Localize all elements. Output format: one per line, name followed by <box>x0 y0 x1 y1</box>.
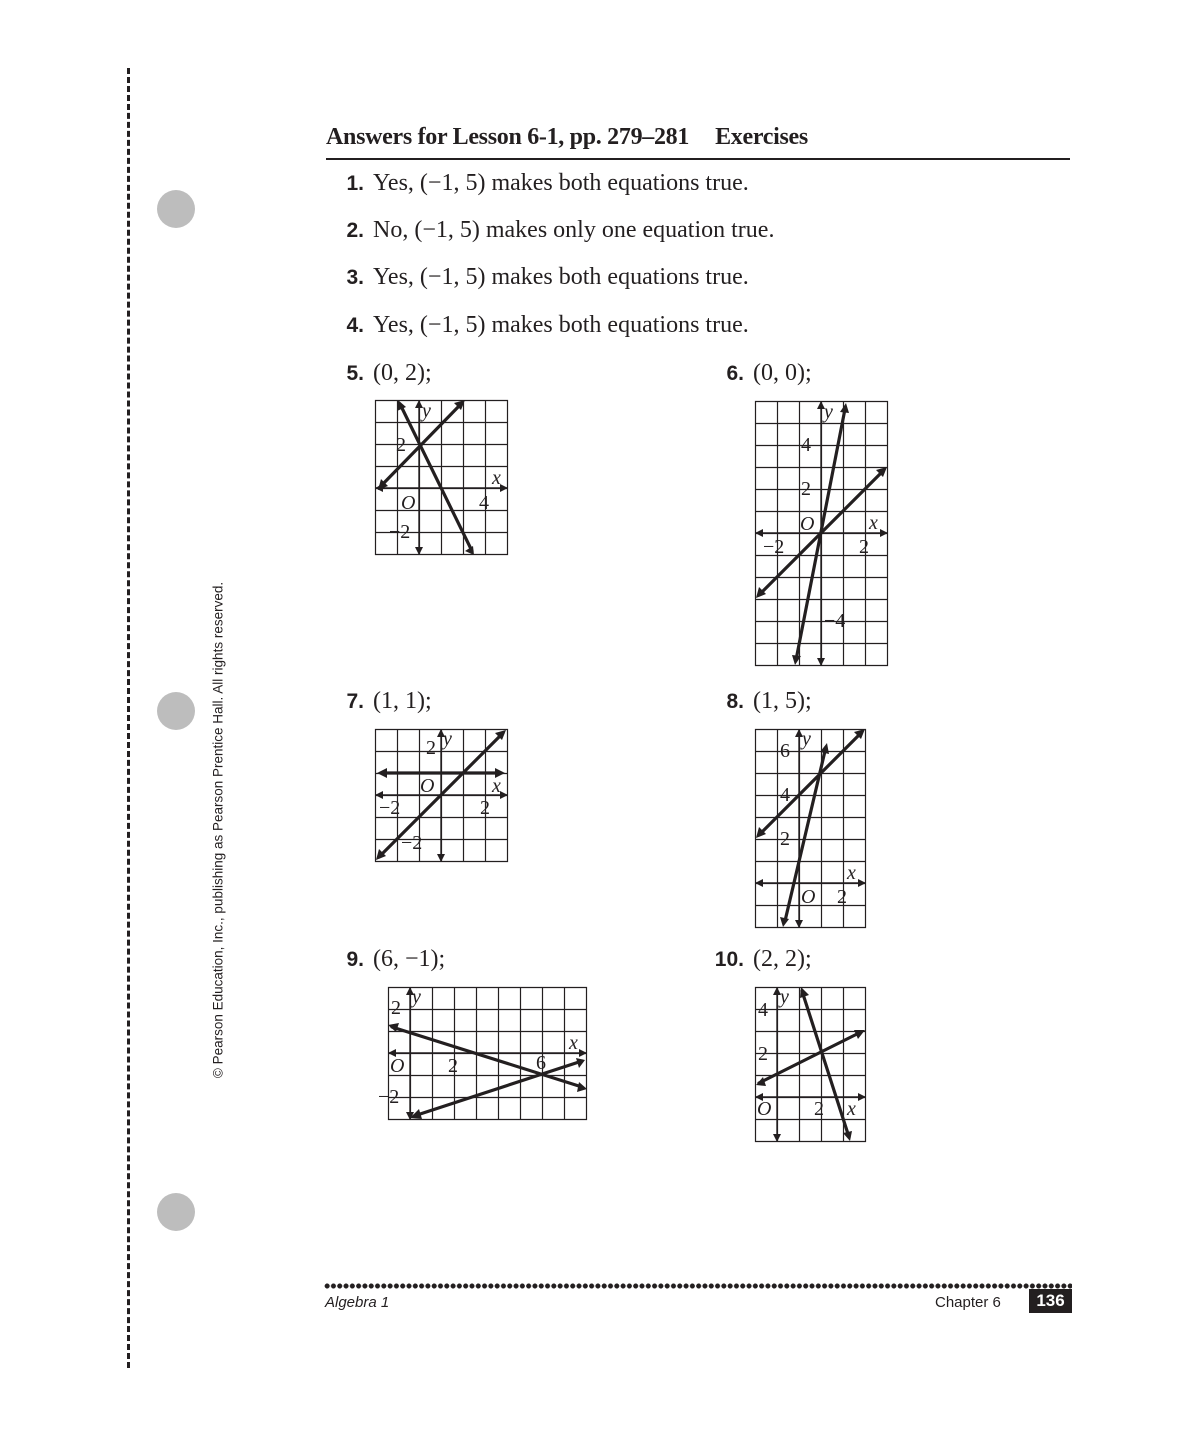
answer-item: 4. Yes, (−1, 5) makes both equations true. <box>346 312 749 338</box>
answer-item: 10. (2, 2); <box>714 946 812 972</box>
tick-label: −2 <box>401 832 423 854</box>
tick-label: 6 <box>780 740 790 762</box>
answer-item: 1. Yes, (−1, 5) makes both equations true. <box>346 170 749 196</box>
book-title: Algebra 1 <box>325 1294 390 1311</box>
tick-label: 4 <box>758 999 768 1021</box>
origin-label: O <box>420 775 435 797</box>
graph-exercise-7 <box>375 729 508 862</box>
cut-line <box>127 68 130 1368</box>
answer-item: 7. (1, 1); <box>346 688 432 714</box>
origin-label: O <box>800 513 815 535</box>
x-axis-label: x <box>847 1098 856 1120</box>
page-heading <box>326 124 1070 160</box>
binder-hole <box>157 692 195 730</box>
graph-exercise-9 <box>378 986 587 1120</box>
tick-label: 2 <box>396 434 406 456</box>
line-2 <box>400 404 472 551</box>
origin-label: O <box>390 1055 405 1077</box>
lesson-title: Answers for Lesson 6-1, pp. 279–281 <box>326 124 690 150</box>
origin-label: O <box>757 1098 772 1120</box>
line-1 <box>392 1027 582 1087</box>
origin-label: O <box>801 886 816 908</box>
arrowheads <box>388 1023 587 1119</box>
x-axis-label: x <box>869 512 878 534</box>
tick-label: −2 <box>763 536 785 558</box>
tick-label: 2 <box>780 828 790 850</box>
tick-label: −2 <box>378 1086 400 1108</box>
x-axis-label: x <box>492 775 501 797</box>
binder-hole <box>157 1193 195 1231</box>
y-axis-label: y <box>412 986 421 1008</box>
tick-label: 2 <box>480 797 490 819</box>
tick-label: −2 <box>389 521 411 543</box>
line-2 <box>802 991 849 1137</box>
answer-item: 6. (0, 0); <box>726 360 812 386</box>
tick-label: 4 <box>479 492 489 514</box>
y-axis-label: y <box>824 401 833 423</box>
answer-item: 2. No, (−1, 5) makes only one equation true. <box>346 217 775 243</box>
tick-label: −4 <box>824 610 846 632</box>
section-label: Exercises <box>715 124 808 150</box>
copyright-notice: © Pearson Education, Inc., publishing as Pearson Prentice Hall. All rights reserved. <box>210 581 226 1079</box>
x-axis-label: x <box>847 862 856 884</box>
tick-label: −2 <box>379 797 401 819</box>
y-axis-label: y <box>443 728 452 750</box>
tick-label: 6 <box>536 1052 546 1074</box>
answer-item: 3. Yes, (−1, 5) makes both equations true. <box>346 264 749 290</box>
tick-label: 2 <box>814 1098 824 1120</box>
y-axis-label: y <box>780 986 789 1008</box>
chapter-label: Chapter 6 <box>935 1294 1001 1311</box>
answer-item: 9. (6, −1); <box>346 946 446 972</box>
tick-label: 4 <box>780 784 790 806</box>
tick-label: 2 <box>426 737 436 759</box>
graph-exercise-6 <box>755 401 888 666</box>
origin-label: O <box>401 492 416 514</box>
tick-label: 4 <box>801 434 811 456</box>
x-axis-label: x <box>492 467 501 489</box>
x-axis-label: x <box>569 1032 578 1054</box>
graph-exercise-10 <box>755 987 866 1142</box>
page-number: 136 <box>1029 1289 1072 1313</box>
tick-label: 2 <box>391 997 401 1019</box>
tick-label: 2 <box>801 478 811 500</box>
tick-label: 2 <box>758 1043 768 1065</box>
answer-item: 5. (0, 2); <box>346 360 432 386</box>
tick-label: 2 <box>448 1055 458 1077</box>
tick-label: 2 <box>837 886 847 908</box>
binder-hole <box>157 190 195 228</box>
y-axis-label: y <box>422 400 431 422</box>
graph-exercise-5 <box>375 400 508 555</box>
tick-label: 2 <box>859 536 869 558</box>
y-axis-label: y <box>802 728 811 750</box>
footer-rule <box>324 1283 1072 1289</box>
answer-item: 8. (1, 5); <box>726 688 812 714</box>
graph-exercise-8 <box>755 729 866 928</box>
